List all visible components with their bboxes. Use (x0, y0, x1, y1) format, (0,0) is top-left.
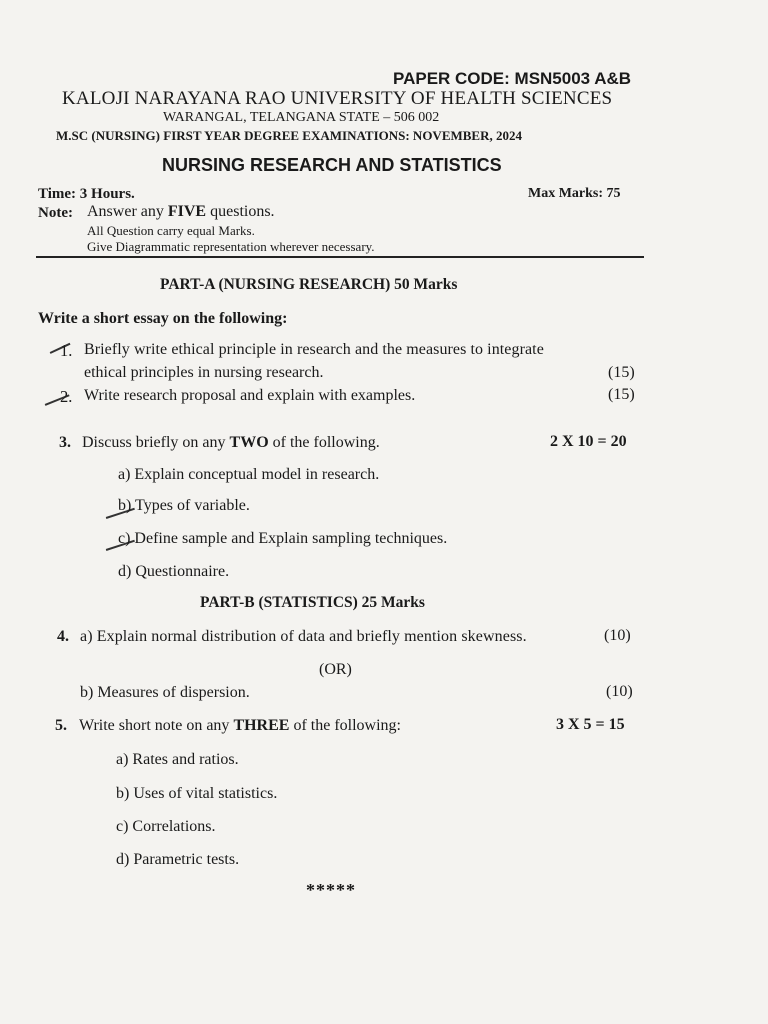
note-line-2: All Question carry equal Marks. (87, 223, 255, 238)
q5-bold: THREE (233, 717, 290, 734)
q4-part-a: a) Explain normal distribution of data and briefly mention skewness. (80, 628, 527, 645)
q3-item-a: a) Explain conceptual model in research. (118, 466, 380, 483)
q4-part-a-marks: (10) (604, 627, 631, 644)
header-divider (36, 256, 644, 258)
q5-number: 5. (55, 717, 67, 734)
q1-line-1: Briefly write ethical principle in research and the measures to integrate (84, 341, 544, 358)
end-stars: ***** (306, 880, 356, 900)
university-name: KALOJI NARAYANA RAO UNIVERSITY OF HEALTH SCIENCES (62, 88, 613, 109)
q1-number: 1. (60, 341, 73, 360)
part-b-title: PART-B (STATISTICS) 25 Marks (200, 594, 425, 611)
q5-marks: 3 X 5 = 15 (556, 716, 625, 733)
q3-item-d: d) Questionnaire. (118, 563, 230, 580)
q2-marks: (15) (608, 386, 635, 403)
q4-part-b: b) Measures of dispersion. (80, 684, 250, 701)
q5-text (79, 717, 401, 735)
q3-bold: TWO (229, 434, 269, 451)
q5-suffix: of the following: (289, 717, 401, 734)
max-marks: Max Marks: 75 (528, 186, 621, 201)
note-main-bold: FIVE (167, 203, 207, 220)
note-main-suffix: questions. (206, 203, 275, 220)
university-address: WARANGAL, TELANGANA STATE – 506 002 (163, 110, 440, 125)
q1-marks: (15) (608, 364, 635, 381)
q2-number: 2. (60, 387, 73, 406)
part-a-title: PART-A (NURSING RESEARCH) 50 Marks (160, 276, 458, 293)
q3-suffix: of the following. (268, 434, 380, 451)
note-label: Note: (38, 205, 73, 221)
q3-item-c: c) Define sample and Explain sampling techniques. (118, 530, 448, 547)
note-main-prefix: Answer any (87, 203, 168, 220)
q3-text (82, 434, 380, 452)
paper-code: PAPER CODE: MSN5003 A&B (393, 69, 632, 88)
q2-text: Write research proposal and explain with examples. (84, 387, 416, 404)
q1-line-2: ethical principles in nursing research. (84, 364, 324, 381)
subject-title: NURSING RESEARCH AND STATISTICS (162, 155, 502, 175)
q5-item-a: a) Rates and ratios. (116, 751, 239, 768)
q5-item-c: c) Correlations. (116, 818, 216, 835)
q5-item-b: b) Uses of vital statistics. (116, 785, 278, 802)
q4-or: (OR) (319, 661, 352, 678)
exam-title: M.SC (NURSING) FIRST YEAR DEGREE EXAMINATIONS: NOVEMBER, 2024 (56, 128, 522, 143)
q4-part-b-marks: (10) (606, 683, 633, 700)
note-line-3: Give Diagrammatic representation wherever necessary. (87, 239, 375, 254)
q3-number: 3. (59, 434, 71, 451)
note-main (87, 203, 275, 221)
time-label: Time: 3 Hours. (38, 186, 135, 202)
q3-prefix: Discuss briefly on any (82, 434, 230, 451)
part-a-instruction: Write a short essay on the following: (38, 310, 288, 327)
q3-item-b: b) Types of variable. (118, 497, 250, 514)
q5-item-d: d) Parametric tests. (116, 851, 240, 868)
q4-number: 4. (57, 628, 69, 645)
q3-marks: 2 X 10 = 20 (550, 433, 627, 450)
q5-prefix: Write short note on any (79, 717, 234, 734)
